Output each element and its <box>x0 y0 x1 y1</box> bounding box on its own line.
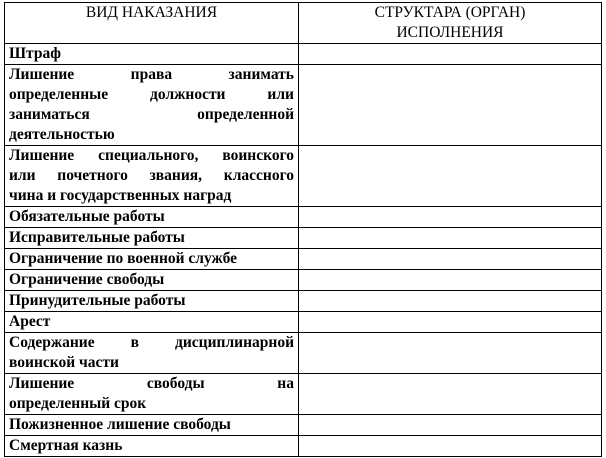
executing-organ-cell[interactable] <box>299 291 602 312</box>
punishment-kind-line: чина и государственных наград <box>9 187 232 204</box>
table-row <box>5 415 602 436</box>
table-row <box>5 44 602 65</box>
table-row <box>5 270 602 291</box>
punishment-kind-cell <box>5 249 299 270</box>
punishment-kind-cell <box>5 270 299 291</box>
punishment-kind-line: Ограничение свободы <box>9 271 165 288</box>
header-organ <box>299 3 602 44</box>
punishment-kind-line: воинской части <box>9 354 119 371</box>
punishment-kind-line: Содержание в дисциплинарной <box>9 334 294 351</box>
punishment-kind-cell <box>5 374 299 415</box>
punishment-kind-cell <box>5 312 299 333</box>
table-row <box>5 333 602 374</box>
punishment-kind-cell <box>5 291 299 312</box>
executing-organ-cell[interactable] <box>299 65 602 146</box>
executing-organ-cell[interactable] <box>299 207 602 228</box>
table-body <box>5 44 602 457</box>
table-row <box>5 146 602 207</box>
table-row <box>5 312 602 333</box>
punishment-kind-line: Пожизненное лишение свободы <box>9 416 231 433</box>
table-row <box>5 249 602 270</box>
punishment-kind-cell <box>5 65 299 146</box>
punishment-kind-cell <box>5 207 299 228</box>
punishment-kind-cell <box>5 436 299 457</box>
table-row <box>5 291 602 312</box>
executing-organ-cell[interactable] <box>299 436 602 457</box>
punishment-kind-cell <box>5 228 299 249</box>
punishment-kind-cell <box>5 333 299 374</box>
punishment-kind-cell <box>5 146 299 207</box>
executing-organ-cell[interactable] <box>299 415 602 436</box>
executing-organ-cell[interactable] <box>299 146 602 207</box>
punishment-kind-line: заниматься определенной <box>9 106 294 123</box>
punishment-kind-line: Штраф <box>9 45 61 62</box>
executing-organ-cell[interactable] <box>299 228 602 249</box>
punishment-kind-line: Смертная казнь <box>9 437 123 454</box>
punishment-kind-line: Лишение свободы на <box>9 375 294 392</box>
punishment-kind-line: определенные должности или <box>9 86 294 103</box>
punishment-kind-line: Лишение права занимать <box>9 66 294 83</box>
header-organ-line2: ИСПОЛНЕНИЯ <box>396 24 504 41</box>
punishment-kind-line: Лишение специального, воинского <box>9 147 294 164</box>
punishment-kind-line: деятельностью <box>9 126 115 143</box>
table-row <box>5 228 602 249</box>
punishment-kind-line: Ограничение по военной службе <box>9 250 238 267</box>
header-kind <box>5 3 299 44</box>
executing-organ-cell[interactable] <box>299 44 602 65</box>
header-kind-label: ВИД НАКАЗАНИЯ <box>85 4 218 21</box>
table-row <box>5 374 602 415</box>
executing-organ-cell[interactable] <box>299 249 602 270</box>
punishment-kind-line: Исправительные работы <box>9 229 185 246</box>
executing-organ-cell[interactable] <box>299 333 602 374</box>
punishment-kind-line: или почетного звания, классного <box>9 167 294 184</box>
punishment-kind-line: Обязательные работы <box>9 208 165 225</box>
executing-organ-cell[interactable] <box>299 270 602 291</box>
table-header-row <box>5 3 602 44</box>
punishment-kind-line: определенный срок <box>9 395 147 412</box>
executing-organ-cell[interactable] <box>299 312 602 333</box>
executing-organ-cell[interactable] <box>299 374 602 415</box>
punishment-kind-cell <box>5 44 299 65</box>
header-organ-line1: СТРУКТАРА (ОРГАН) <box>374 4 526 21</box>
punishment-table <box>4 2 602 457</box>
punishment-kind-line: Принудительные работы <box>9 292 186 309</box>
table-row <box>5 436 602 457</box>
punishment-kind-line: Арест <box>9 313 51 330</box>
table-row <box>5 207 602 228</box>
table-row <box>5 65 602 146</box>
punishment-kind-cell <box>5 415 299 436</box>
